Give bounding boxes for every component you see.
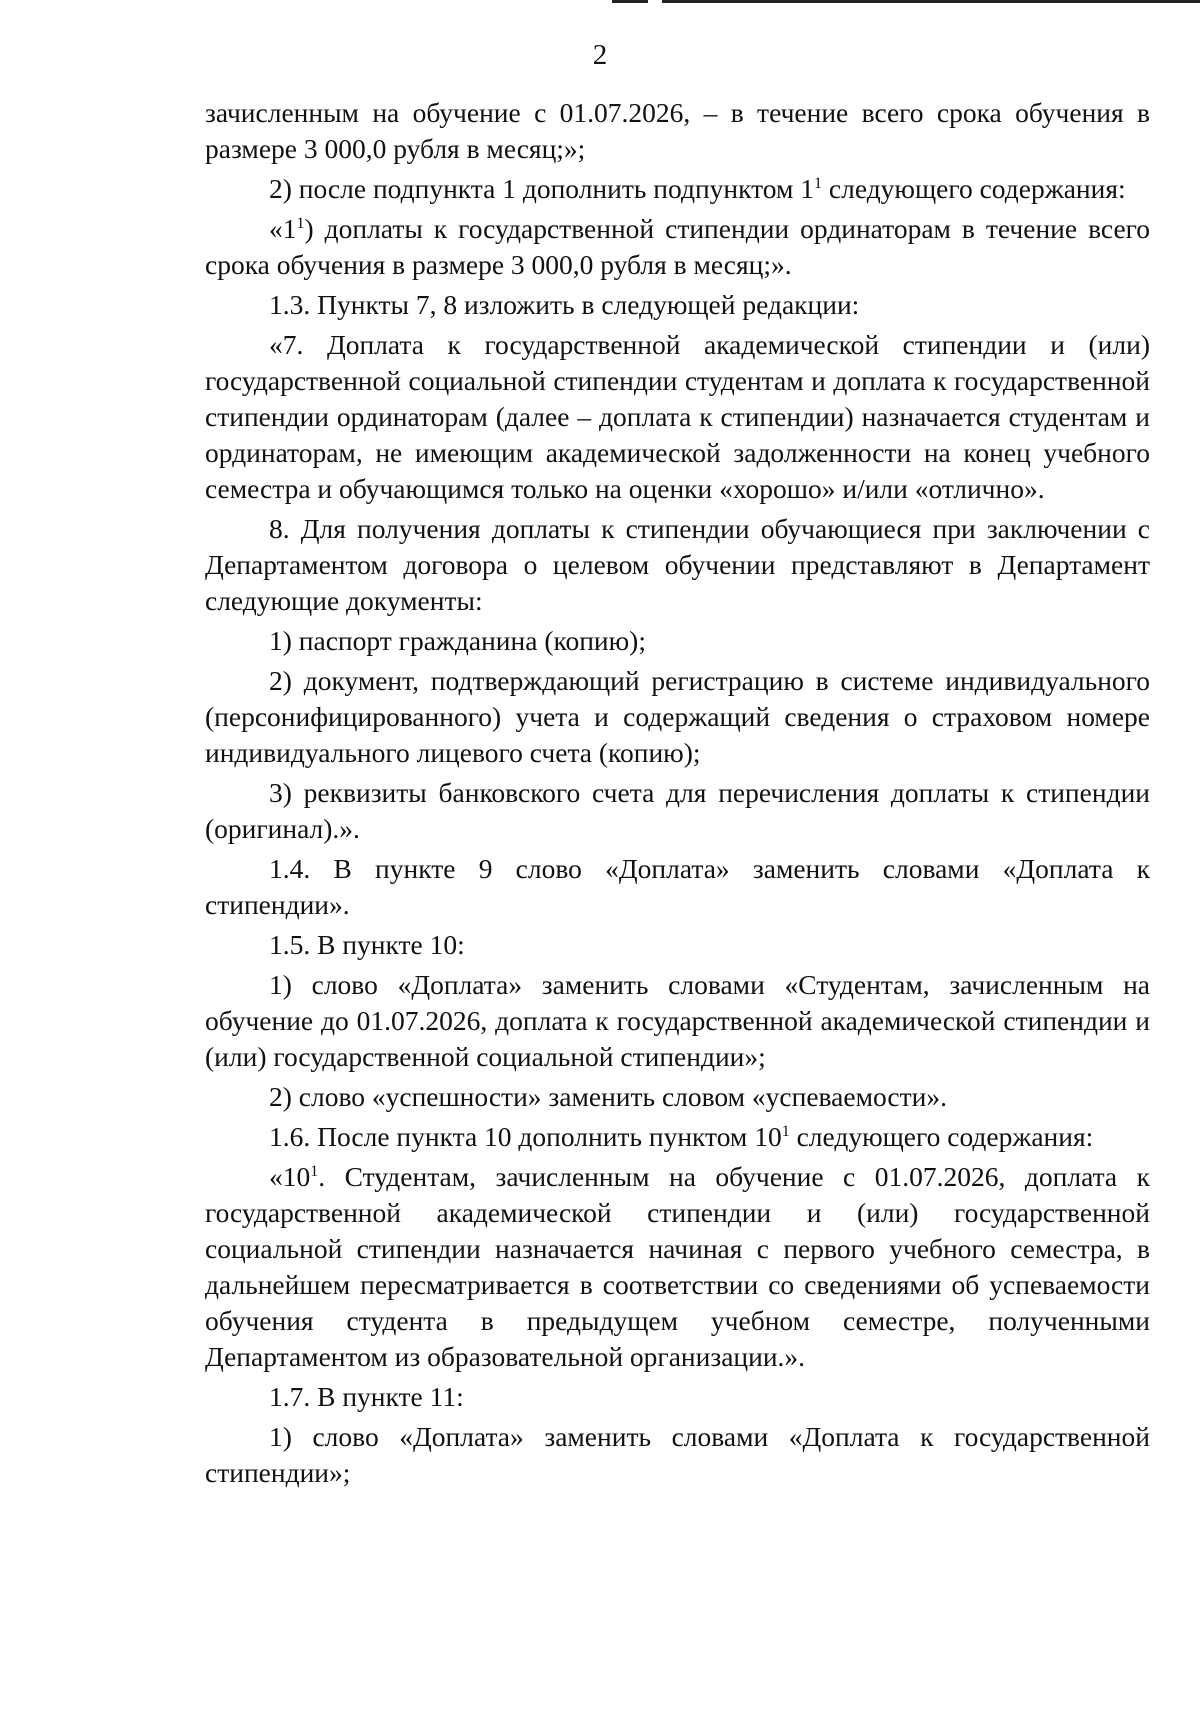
superscript: 1 — [781, 1122, 790, 1140]
paragraph — [205, 927, 1150, 963]
superscript: 1 — [296, 214, 305, 232]
superscript: 1 — [310, 1162, 319, 1180]
paragraph-text: 8. Для получения доплаты к стипендии обучающиеся при заключении с Департаментом договора о целевом обучении представляют в Департамент следующие документы: — [205, 513, 1150, 616]
paragraph — [205, 95, 1150, 167]
paragraph — [205, 511, 1150, 619]
paragraph — [205, 287, 1150, 323]
paragraph-text: 2) документ, подтверждающий регистрацию в системе индивидуального (персонифицированного) учета и содержащий сведения о страховом номере индивидуального лицевого счета (копию); — [205, 665, 1150, 768]
paragraph-text: 1.5. В пункте 10: — [269, 929, 465, 960]
paragraph-text: ) доплаты к государственной стипендии ординаторам в течение всего срока обучения в размере 3 000,0 рубля в месяц;». — [205, 213, 1150, 280]
paragraph — [205, 967, 1150, 1075]
top-rule-gap — [648, 0, 662, 3]
paragraph — [205, 1419, 1150, 1491]
paragraph-text: 1) слово «Доплата» заменить словами «Студентам, зачисленным на обучение до 01.07.2026, доплата к государственной академической стипендии и (или) государственной социальной стипендии»; — [205, 969, 1150, 1072]
paragraph-text: . Студентам, зачисленным на обучение с 01.07.2026, доплата к государственной академической стипендии и (или) государственной социальной стипендии назначается начиная с первого учебного семестра, в дальнейшем пересматривается в соответствии со сведениями об успеваемости обучения студента в предыдущем учебном семестре, полученными Департаментом из образовательной организации.». — [205, 1161, 1150, 1372]
paragraph-text: 2) после подпункта 1 дополнить подпунктом 1 — [269, 173, 815, 204]
paragraph-text: «7. Доплата к государственной академической стипендии и (или) государственной социальной стипендии студентам и доплата к государственной стипендии ординаторам (далее – доплата к стипендии) назначается студентам и ординаторам, не имеющим академической задолженности на конец учебного семестра и обучающимся только на оценки «хорошо» и/или «отлично». — [205, 329, 1150, 504]
page-number: 2 — [592, 39, 608, 71]
paragraph-text: следующего содержания: — [822, 173, 1126, 204]
paragraph — [205, 1159, 1150, 1375]
paragraph-text: 2) слово «успешности» заменить словом «успеваемости». — [269, 1081, 947, 1112]
paragraph — [205, 1379, 1150, 1415]
paragraph-text: 1.4. В пункте 9 слово «Доплата» заменить словами «Доплата к стипендии». — [205, 853, 1150, 920]
paragraph-text: «1 — [269, 213, 297, 244]
paragraph-text: 1) слово «Доплата» заменить словами «Доплата к государственной стипендии»; — [205, 1421, 1150, 1488]
paragraph — [205, 171, 1150, 207]
paragraph — [205, 775, 1150, 847]
paragraph — [205, 211, 1150, 283]
paragraph — [205, 623, 1150, 659]
paragraph-text: 1.6. После пункта 10 дополнить пунктом 10 — [269, 1121, 782, 1152]
paragraph — [205, 851, 1150, 923]
top-rule — [612, 0, 1200, 3]
paragraph — [205, 1079, 1150, 1115]
document-body — [205, 95, 1150, 1491]
paragraph-text: 1.7. В пункте 11: — [269, 1381, 464, 1412]
paragraph-text: зачисленным на обучение с 01.07.2026, – в течение всего срока обучения в размере 3 000,0 рубля в месяц;»; — [205, 97, 1150, 164]
paragraph-text: следующего содержания: — [789, 1121, 1094, 1152]
paragraph — [205, 663, 1150, 771]
paragraph-text: 1.3. Пункты 7, 8 изложить в следующей редакции: — [269, 289, 860, 320]
paragraph — [205, 327, 1150, 507]
paragraph — [205, 1119, 1150, 1155]
paragraph-text: «10 — [269, 1161, 311, 1192]
paragraph-text: 1) паспорт гражданина (копию); — [269, 625, 646, 656]
paragraph-text: 3) реквизиты банковского счета для перечисления доплаты к стипендии (оригинал).». — [205, 777, 1150, 844]
superscript: 1 — [814, 174, 823, 192]
